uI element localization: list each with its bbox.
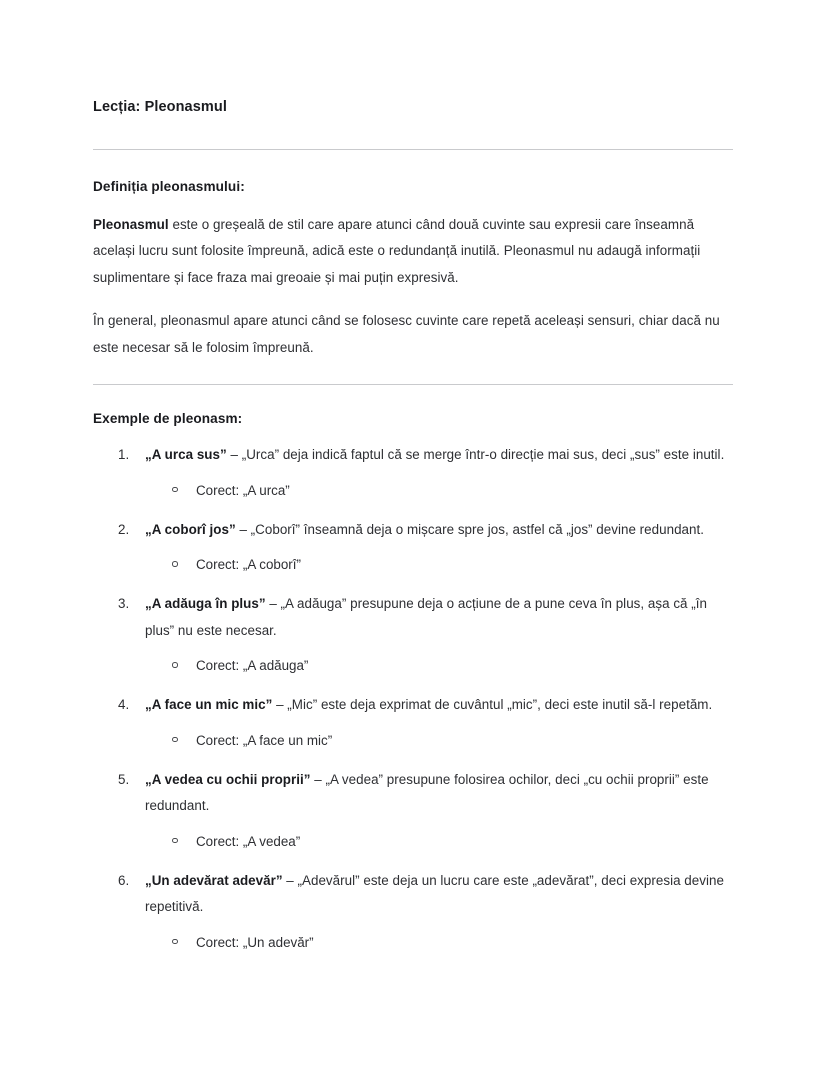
pleonasm-explanation: – „Coborî” înseamnă deja o mișcare spre jos, astfel că „jos” devine redundant. bbox=[235, 521, 704, 537]
definition-body: este o greșeală de stil care apare atunci când două cuvinte sau expresii care înseamnă același lucru sunt folosite împreună, adică este o redundanță inutilă. Pleonasmul nu adaugă informații suplimentare și face fraza mai greoaie și mai puțin expresivă. bbox=[93, 216, 701, 285]
definition-paragraph-secondary: În general, pleonasmul apare atunci când se folosesc cuvinte care repetă aceleași sensuri, chiar dacă nu este necesar să le folosim împreună. bbox=[93, 313, 720, 355]
list-item-text bbox=[145, 692, 733, 719]
list-item bbox=[93, 868, 733, 969]
list-item bbox=[145, 728, 733, 754]
correct-form-text: Corect: „A face un mic” bbox=[196, 732, 333, 748]
circle-bullet-icon bbox=[172, 561, 178, 567]
list-item bbox=[145, 829, 733, 855]
list-item bbox=[93, 591, 733, 692]
definition-paragraph bbox=[93, 196, 733, 292]
document-content bbox=[93, 0, 733, 969]
circle-bullet-icon bbox=[172, 487, 178, 493]
pleonasm-explanation: – „Mic” este deja exprimat de cuvântul „mic”, deci este inutil să-l repetăm. bbox=[272, 697, 713, 713]
correct-form-text: Corect: „Un adevăr” bbox=[196, 934, 314, 950]
correct-form-text: Corect: „A vedea” bbox=[196, 833, 301, 849]
examples-heading: Exemple de pleonasm: bbox=[93, 411, 243, 427]
definition-term: Pleonasmul bbox=[93, 216, 169, 232]
pleonasm-explanation: – „Urca” deja indică faptul că se merge într-o direcție mai sus, deci „sus” este inutil. bbox=[226, 447, 725, 463]
circle-bullet-icon bbox=[172, 939, 178, 945]
pleonasm-explanation: – „A vedea” presupune folosirea ochilor, deci „cu ochii proprii” este redundant. bbox=[145, 771, 709, 814]
pleonasm-term: „A vedea cu ochii proprii” bbox=[145, 771, 311, 787]
list-item-text bbox=[145, 767, 733, 820]
pleonasm-term: „A face un mic mic” bbox=[145, 697, 273, 713]
correct-form-list bbox=[145, 921, 733, 969]
correct-form-list bbox=[145, 469, 733, 517]
list-item bbox=[145, 930, 733, 956]
page-title: Lecția: Pleonasmul bbox=[93, 99, 227, 115]
examples-list bbox=[93, 428, 733, 969]
pleonasm-term: „A adăuga în plus” bbox=[145, 596, 266, 612]
list-item-text bbox=[145, 517, 733, 544]
list-item bbox=[93, 442, 733, 517]
list-item-number: 5. bbox=[118, 771, 130, 787]
definition-heading: Definiția pleonasmului: bbox=[93, 178, 245, 194]
list-item bbox=[145, 653, 733, 679]
pleonasm-explanation: – „A adăuga” presupune deja o acțiune de a pune ceva în plus, așa că „în plus” nu este necesar. bbox=[145, 596, 707, 638]
circle-bullet-icon bbox=[172, 737, 178, 743]
list-item bbox=[93, 767, 733, 868]
list-item-text bbox=[145, 868, 733, 921]
correct-form-text: Corect: „A urca” bbox=[196, 482, 290, 498]
list-item-text bbox=[145, 442, 733, 469]
list-item bbox=[93, 692, 733, 767]
list-item-text bbox=[145, 591, 733, 644]
circle-bullet-icon bbox=[172, 662, 178, 668]
correct-form-list bbox=[145, 644, 733, 692]
correct-form-text: Corect: „A adăuga” bbox=[196, 658, 309, 674]
list-item-number: 2. bbox=[118, 521, 130, 537]
list-item-number: 4. bbox=[118, 697, 130, 713]
list-item-number: 1. bbox=[118, 447, 130, 463]
list-item bbox=[145, 552, 733, 578]
correct-form-list bbox=[145, 719, 733, 767]
circle-bullet-icon bbox=[172, 838, 178, 844]
pleonasm-term: „A urca sus” bbox=[145, 447, 227, 463]
pleonasm-explanation: – „Adevărul” este deja un lucru care este „adevărat”, deci expresia devine repetitivă. bbox=[145, 872, 724, 915]
pleonasm-term: „Un adevărat adevăr” bbox=[145, 872, 283, 888]
list-item bbox=[145, 478, 733, 504]
correct-form-list bbox=[145, 543, 733, 591]
correct-form-list bbox=[145, 820, 733, 868]
list-item-number: 3. bbox=[118, 596, 130, 612]
pleonasm-term: „A coborî jos” bbox=[145, 521, 236, 537]
list-item-number: 6. bbox=[118, 872, 130, 888]
correct-form-text: Corect: „A coborî” bbox=[196, 557, 301, 573]
list-item bbox=[93, 517, 733, 592]
